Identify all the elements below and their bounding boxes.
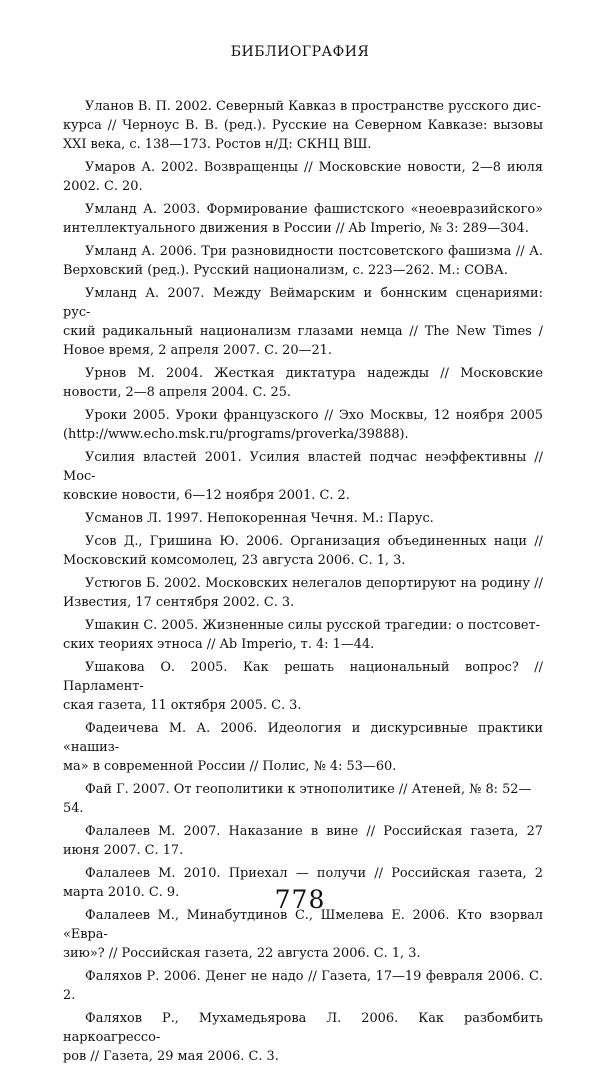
bibliography-entry: Фалалеев М., Минабутдинов С., Шмелева Е. 2006. Кто взорвал «Евра- зию»? // Российская газета, 22 августа 2006. С. 1, 3.	[63, 908, 543, 961]
bibliography-entry: Ушакова О. 2005. Как решать национальный вопрос? // Парламент- ская газета, 11 октября 2005. С. 3.	[63, 660, 543, 713]
bibliography-entry: Фаляхов Р. 2006. Денег не надо // Газета, 17—19 февраля 2006. С. 2.	[63, 969, 543, 1003]
bibliography-entry: Усов Д., Гришина Ю. 2006. Организация объединенных наци // Московский комсомолец, 23 августа 2006. С. 1, 3.	[63, 534, 543, 568]
bibliography-entry: Умланд А. 2003. Формирование фашистского «неоевразийского» интеллектуального движения в России // Ab Imperio, № 3: 289—304.	[63, 202, 543, 236]
running-header: БИБЛИОГРАФИЯ	[230, 44, 370, 60]
bibliography-entry: Фалалеев М. 2010. Приехал — получи // Российская газета, 2 марта 2010. С. 9.	[63, 866, 543, 900]
bibliography-entry: Фай Г. 2007. От геополитики к этнополитике // Атеней, № 8: 52— 54.	[63, 782, 532, 816]
bibliography-entry: Уроки 2005. Уроки французского // Эхо Москвы, 12 ноября 2005 (http://www.echo.msk.ru/programs/proverka/39888).	[63, 408, 543, 442]
bibliography-entry: Устюгов Б. 2002. Московских нелегалов депортируют на родину // Известия, 17 сентября 2002. С. 3.	[63, 576, 543, 610]
bibliography-entry: Усилия властей 2001. Усилия властей подчас неэффективны // Мос- ковские новости, 6—12 ноября 2001. С. 2.	[63, 450, 543, 503]
bibliography-entry: Уланов В. П. 2002. Северный Кавказ в пространстве русского дис- курса // Черноус В. В. (ред.). Русские на Северном Кавказе: вызовы XXI века, с. 138—173. Ростов н/Д: СКНЦ ВШ.	[63, 99, 543, 152]
bibliography-entry: Умланд А. 2006. Три разновидности постсоветского фашизма // А. Верховский (ред.). Русский национализм, с. 223—262. М.: СОВА.	[63, 244, 543, 278]
bibliography-entry: Фалалеев М. 2007. Наказание в вине // Российская газета, 27 июня 2007. С. 17.	[63, 824, 543, 858]
bibliography-entry: Фаляхов Р., Мухамедьярова Л. 2006. Как разбомбить наркоагрессо- ров // Газета, 29 мая 2006. С. 3.	[63, 1011, 543, 1064]
bibliography-entry: Умаров А. 2002. Возвращенцы // Московские новости, 2—8 июля 2002. С. 20.	[63, 160, 543, 194]
page-number: 778	[274, 885, 326, 914]
bibliography-entry: Усманов Л. 1997. Непокоренная Чечня. М.: Парус.	[85, 511, 434, 526]
bibliography-entry: Урнов М. 2004. Жесткая диктатура надежды // Московские новости, 2—8 апреля 2004. С. 25.	[63, 366, 543, 400]
bibliography-entry: Умланд А. 2007. Между Веймарским и боннским сценариями: рус- ский радикальный национализм глазами немца // The New Times / Новое время, 2 апреля 2007. С. 20—21.	[63, 286, 543, 358]
bibliography-list	[63, 97, 543, 1070]
bibliography-entry: Ушакин С. 2005. Жизненные силы русской трагедии: о постсовет- ских теориях этноса // Ab Imperio, т. 4: 1—44.	[63, 618, 540, 652]
bibliography-entry: Фадеичева М. А. 2006. Идеология и дискурсивные практики «нашиз- ма» в современной России // Полис, № 4: 53—60.	[63, 721, 543, 774]
